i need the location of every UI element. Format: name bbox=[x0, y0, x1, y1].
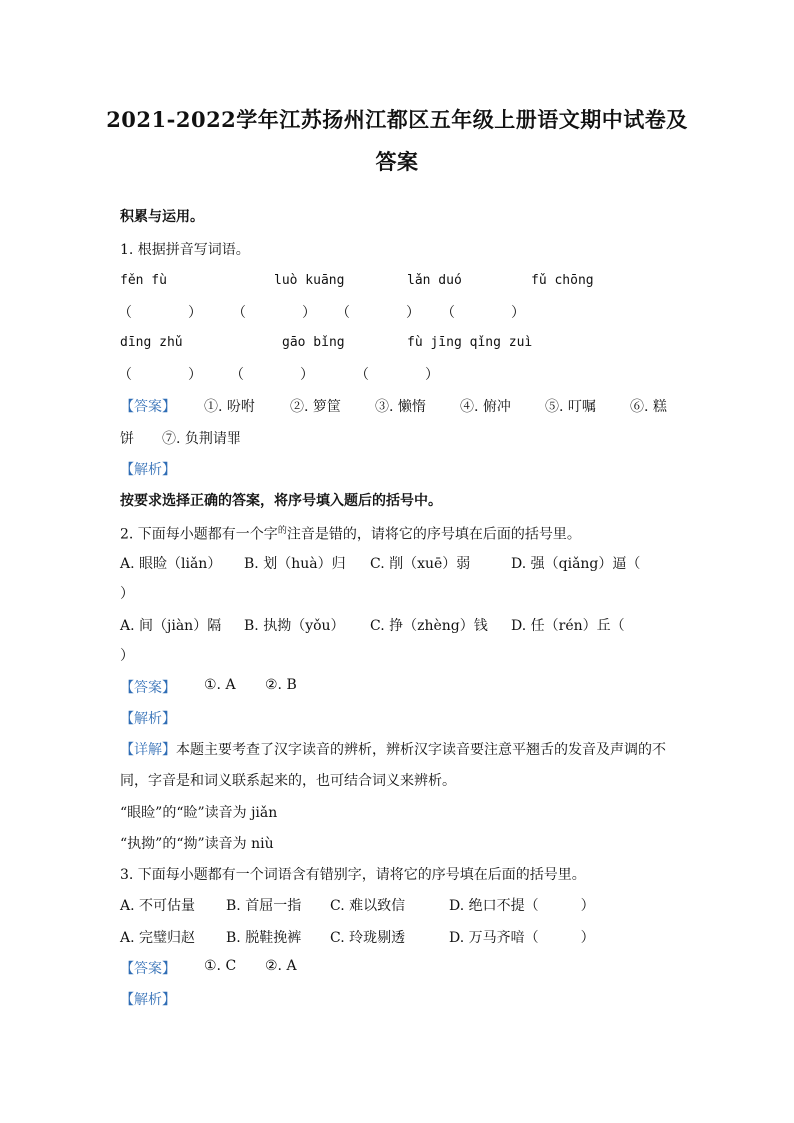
q3-row1-option-d: D. 绝口不提（ ） bbox=[449, 898, 595, 914]
q1-answer-6-cont: 饼 bbox=[120, 431, 134, 447]
q1-blank-2: （ ） bbox=[232, 305, 316, 321]
q3-row2-option-c: C. 玲珑剔透 bbox=[330, 930, 406, 946]
q3-answer-2: ②. A bbox=[265, 958, 297, 974]
q1-blank-3: （ ） bbox=[336, 305, 420, 321]
q1-blank-4: （ ） bbox=[441, 305, 525, 321]
q1-pinyin-3: lǎn duó bbox=[407, 273, 462, 288]
q2-answer-label: 【答案】 bbox=[120, 680, 176, 696]
q1-blank-6: （ ） bbox=[230, 367, 314, 383]
q2-row2-close: ） bbox=[120, 648, 134, 664]
q1-stem: 1. 根据拼音写词语。 bbox=[120, 242, 250, 258]
q2-row2-option-b: B. 执拗（yǒu） bbox=[244, 618, 345, 634]
q1-analysis-label: 【解析】 bbox=[120, 462, 176, 478]
q2-detail-line1 bbox=[120, 739, 666, 759]
q3-answer-1: ①. C bbox=[204, 958, 237, 974]
q2-row1-close: ） bbox=[120, 586, 134, 602]
q1-blank-1: （ ） bbox=[118, 305, 202, 321]
q3-row2-option-a: A. 完璧归赵 bbox=[120, 930, 196, 946]
section-heading-accumulation: 积累与运用。 bbox=[120, 209, 204, 225]
q1-pinyin-4: fǔ chōng bbox=[531, 273, 594, 288]
q1-answer-3: ③. 懒惰 bbox=[375, 399, 426, 415]
q2-detail-label: 【详解】 bbox=[120, 742, 176, 758]
section-heading-choice: 按要求选择正确的答案，将序号填入题后的括号中。 bbox=[120, 493, 442, 509]
q2-row2-option-a: A. 间（jiàn）隔 bbox=[120, 618, 222, 634]
q3-stem: 3. 下面每小题都有一个词语含有错别字，请将它的序号填在后面的括号里。 bbox=[120, 867, 586, 883]
q2-note-1: “眼睑”的“睑”读音为 jiǎn bbox=[120, 805, 278, 821]
q2-stem bbox=[120, 523, 581, 544]
q3-row1-option-c: C. 难以致信 bbox=[330, 898, 406, 914]
q2-row1-option-d: D. 强（qiǎng）逼（ bbox=[511, 556, 641, 572]
q1-pinyin-6: gāo bǐng bbox=[282, 335, 345, 350]
q2-answer-1: ①. A bbox=[204, 677, 236, 693]
q1-blank-7: （ ） bbox=[355, 367, 439, 383]
q2-stem-mark: 的 bbox=[277, 526, 287, 536]
q2-detail-line2: 同，字音是和词义联系起来的，也可结合词义来辨析。 bbox=[120, 773, 456, 789]
q2-row1-option-a: A. 眼睑（liǎn） bbox=[120, 556, 222, 572]
q3-row1-option-b: B. 首屈一指 bbox=[226, 898, 302, 914]
q1-pinyin-2: luò kuāng bbox=[274, 273, 345, 288]
q1-answer-1: ①. 吩咐 bbox=[204, 399, 255, 415]
q3-row2-option-b: B. 脱鞋挽裤 bbox=[226, 930, 302, 946]
q2-answer-2: ②. B bbox=[265, 677, 297, 693]
q2-stem-a: 2. 下面每小题都有一个字 bbox=[120, 526, 278, 543]
q1-answer-4: ④. 俯冲 bbox=[460, 399, 511, 415]
q1-answer-5: ⑤. 叮嘱 bbox=[545, 399, 596, 415]
q1-answer-7: ⑦. 负荆请罪 bbox=[162, 431, 241, 447]
document-title-line2: 答案 bbox=[375, 149, 419, 174]
document-title-line1: 2021-2022学年江苏扬州江都区五年级上册语文期中试卷及 bbox=[106, 107, 688, 132]
q1-pinyin-5: dīng zhǔ bbox=[120, 335, 183, 350]
q2-row2-option-c: C. 挣（zhèng）钱 bbox=[370, 618, 488, 634]
q1-blank-5: （ ） bbox=[118, 367, 202, 383]
q2-detail-text1: 本题主要考查了汉字读音的辨析，辨析汉字读音要注意平翘舌的发音及声调的不 bbox=[176, 742, 666, 758]
q3-row1-option-a: A. 不可估量 bbox=[120, 898, 196, 914]
q3-row2-option-d: D. 万马齐喑（ ） bbox=[449, 930, 595, 946]
q1-pinyin-1: fěn fù bbox=[120, 273, 167, 288]
q2-row1-option-b: B. 划（huà）归 bbox=[244, 556, 346, 572]
q1-pinyin-7: fù jīng qǐng zuì bbox=[407, 335, 533, 350]
q1-answer-label: 【答案】 bbox=[120, 399, 176, 415]
q2-note-2: “执拗”的“拗”读音为 niù bbox=[120, 836, 274, 852]
q2-analysis-label: 【解析】 bbox=[120, 711, 176, 727]
q1-answer-6: ⑥. 糕 bbox=[630, 399, 667, 415]
q3-answer-label: 【答案】 bbox=[120, 961, 176, 977]
q2-row2-option-d: D. 任（rén）丘（ bbox=[511, 618, 625, 634]
q1-answer-2: ②. 箩筐 bbox=[290, 399, 341, 415]
q2-row1-option-c: C. 削（xuē）弱 bbox=[370, 556, 471, 572]
q3-analysis-label: 【解析】 bbox=[120, 992, 176, 1008]
q2-stem-b: 注音是错的，请将它的序号填在后面的括号里。 bbox=[286, 526, 581, 543]
